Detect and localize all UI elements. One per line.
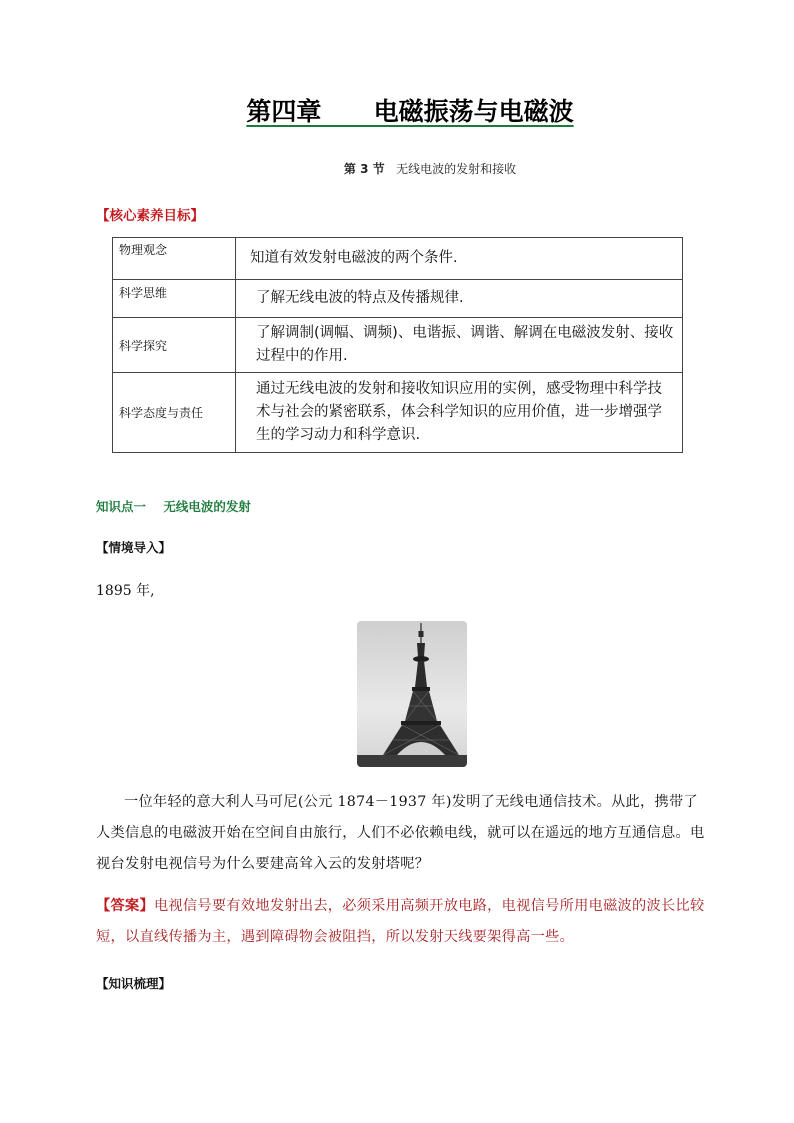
section-subtitle <box>0 160 794 177</box>
goal-key: 科学探究 <box>113 318 236 373</box>
table-row <box>113 373 683 453</box>
section-name: 无线电波的发射和接收 <box>396 162 517 176</box>
answer-text: 电视信号要有效地发射出去，必须采用高频开放电路，电视信号所用电磁波的波长比较短，以直线传播为主，遇到障碍物会被阻挡，所以发射天线要架得高一些。 <box>96 898 705 945</box>
table-row <box>113 238 683 280</box>
goal-key: 科学思维 <box>113 280 236 318</box>
goal-value: 了解调制(调幅、调频)、电谐振、调谐、解调在电磁波发射、接收过程中的作用. <box>236 318 683 373</box>
tv-tower-photo <box>357 621 467 767</box>
scenario-heading: 【情境导入】 <box>96 540 172 555</box>
core-goals-table <box>112 237 683 453</box>
table-row <box>113 280 683 318</box>
goal-value: 通过无线电波的发射和接收知识应用的实例，感受物理中科学技术与社会的紧密联系，体会科学知识的应用价值，进一步增强学生的学习动力和科学意识. <box>236 373 683 453</box>
goal-value: 知道有效发射电磁波的两个条件. <box>236 238 683 280</box>
table-row <box>113 318 683 373</box>
section-number: 第 3 节 <box>343 162 385 176</box>
goal-key: 物理观念 <box>113 238 236 280</box>
chapter-title: 第四章 电磁振荡与电磁波 <box>246 97 574 126</box>
answer-paragraph <box>96 891 706 953</box>
goal-value: 了解无线电波的特点及传播规律. <box>236 280 683 318</box>
knowledge-summary-heading: 【知识梳理】 <box>96 976 172 991</box>
intro-paragraph: 一位年轻的意大利人马可尼(公元 1874－1937 年)发明了无线电通信技术。从此，携带了人类信息的电磁波开始在空间自由旅行，人们不必依赖电线，就可以在遥远的地方互通信息。电视台发射电视信号为什么要建高耸入云的发射塔呢？ <box>96 794 705 872</box>
knowledge-point-title: 知识点一 无线电波的发射 <box>96 499 251 514</box>
core-goals-heading: 【核心素养目标】 <box>96 208 204 224</box>
year-text: 1895 年, <box>96 583 155 599</box>
answer-tag: 【答案】 <box>96 898 154 914</box>
tower-illustration-icon <box>357 621 467 767</box>
goal-key: 科学态度与责任 <box>113 373 236 453</box>
